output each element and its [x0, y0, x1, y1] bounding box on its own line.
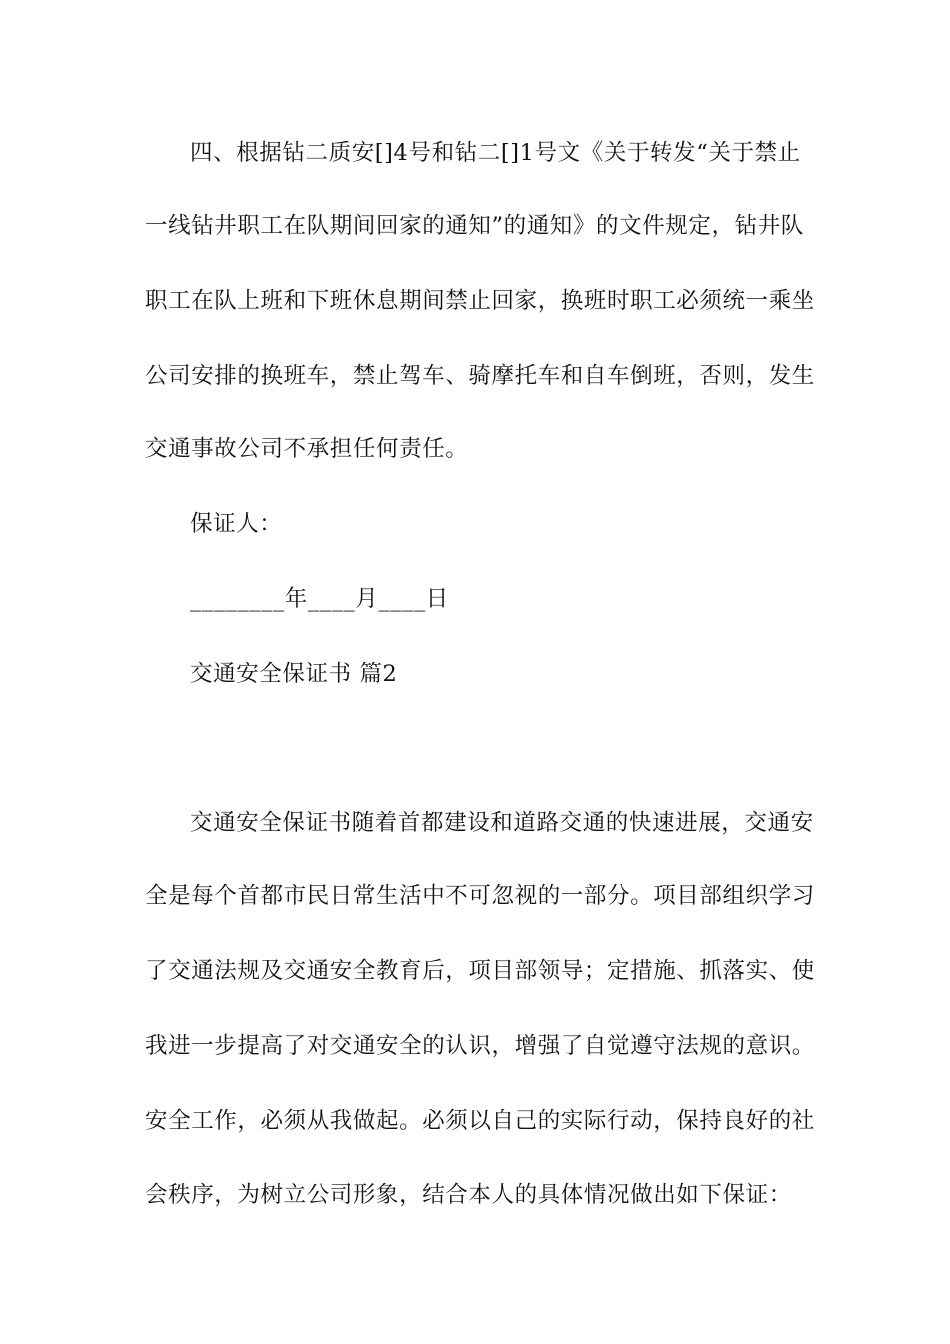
intro-line-1: 交通安全保证书随着首都建设和道路交通的快速进展，交通安 [190, 810, 814, 836]
date-line: ________年____月____日 [190, 586, 449, 612]
intro-line-5: 安全工作，必须从我做起。必须以自己的实际行动，保持良好的社 [145, 1108, 815, 1134]
intro-line-3: 了交通法规及交通安全教育后，项目部领导；定措施、抓落实、使 [145, 958, 815, 984]
paragraph-4-line-3: 职工在队上班和下班休息期间禁止回家，换班时职工必须统一乘坐 [145, 288, 815, 314]
paragraph-4-line-5: 交通事故公司不承担任何责任。 [145, 436, 469, 462]
paragraph-4-line-1: 四、根据钻二质安[]4号和钻二[]1号文《关于转发“关于禁止 [190, 140, 801, 166]
guarantor-label: 保证人： [190, 511, 283, 537]
intro-line-6: 会秩序，为树立公司形象，结合本人的具体情况做出如下保证： [145, 1182, 792, 1208]
paragraph-4-line-2: 一线钻井职工在队期间回家的通知”的通知》的文件规定，钻井队 [145, 213, 804, 239]
intro-line-2: 全是每个首都市民日常生活中不可忽视的一部分。项目部组织学习 [145, 883, 815, 909]
paragraph-4-line-4: 公司安排的换班车，禁止驾车、骑摩托车和自车倒班，否则，发生 [145, 363, 815, 389]
intro-line-4: 我进一步提高了对交通安全的认识，增强了自觉遵守法规的意识。 [145, 1033, 815, 1059]
section-title: 交通安全保证书 篇2 [190, 661, 398, 687]
